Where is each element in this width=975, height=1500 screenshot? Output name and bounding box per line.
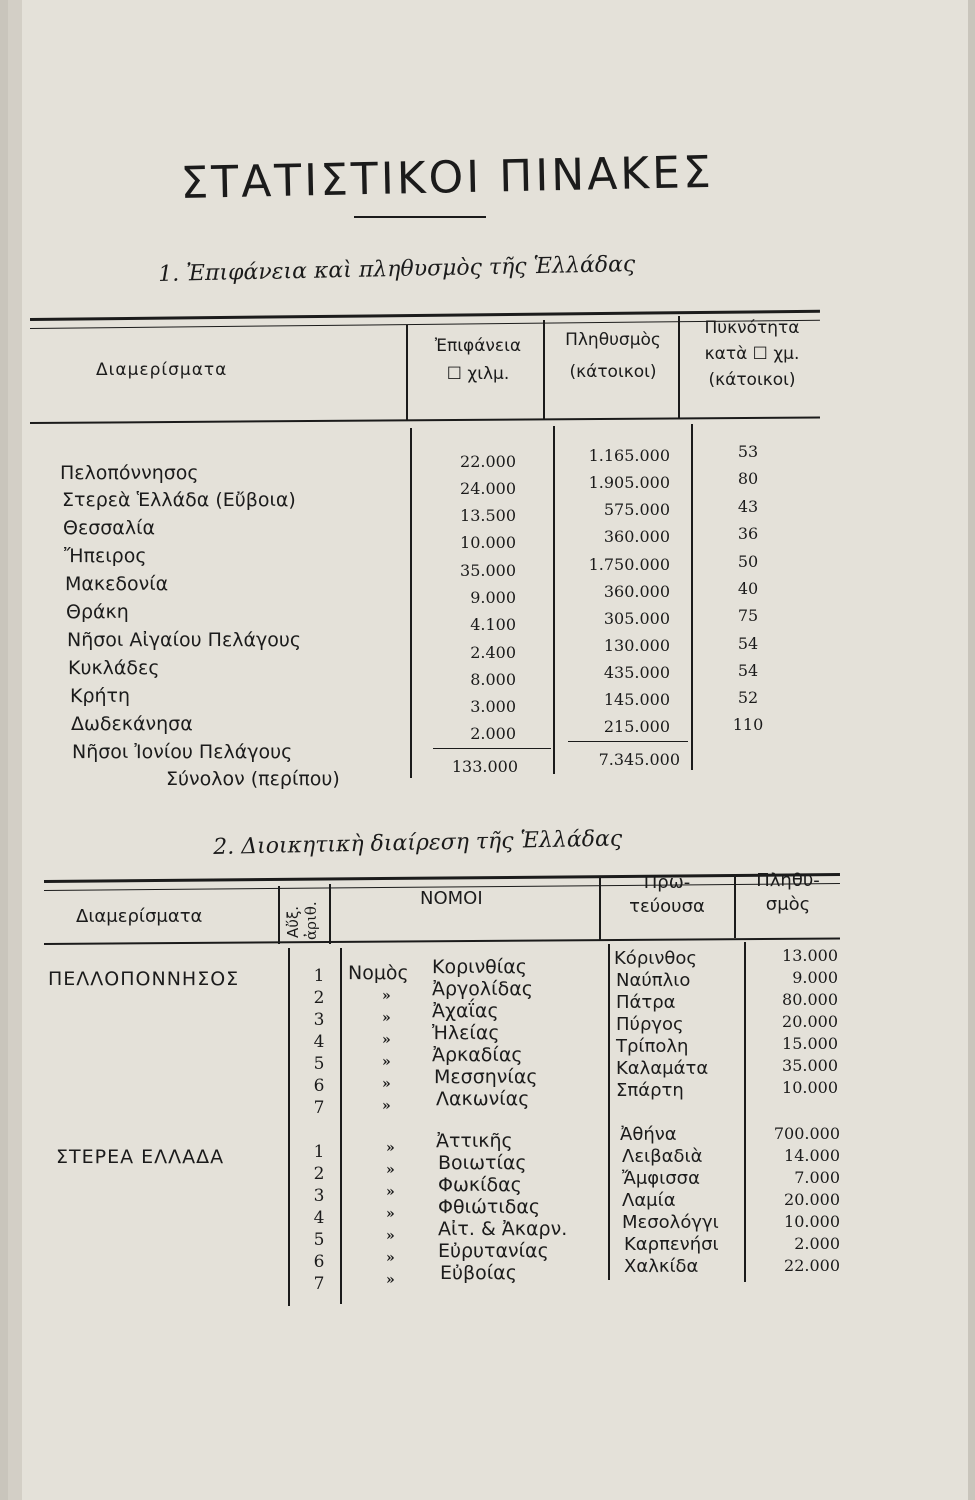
table1-row-population: 215.000: [603, 717, 670, 736]
table1-col-population-line2: (κάτοικοι): [569, 362, 657, 382]
table2-col-divider-2-head: [329, 884, 331, 944]
table2-heading: 2. Διοικητικὴ διαίρεση τῆς Ἑλλάδας: [213, 826, 623, 860]
table2-row-nomos: Μεσσηνίας: [434, 1066, 538, 1088]
table1-row-name: Κυκλάδες: [68, 657, 160, 679]
table2-row-prefix: »: [386, 1272, 395, 1288]
table2-row-prefix: »: [386, 1140, 395, 1156]
table2-row-prefix: »: [382, 1010, 391, 1026]
table1-row-density: 80: [737, 469, 759, 488]
table2-col-regions: Διαμερίσματα: [76, 906, 203, 927]
table2-row-nomos: Φωκίδας: [438, 1174, 522, 1196]
table2-row-nomos: Ἀχαΐας: [432, 1000, 499, 1022]
table2-row-index: 7: [313, 1098, 325, 1118]
table1-col-divider-1-head: [406, 325, 408, 421]
table1-row-density: 43: [737, 497, 759, 516]
table2-row-population: 7.000: [794, 1168, 840, 1187]
table1-row-population: 1.905.000: [588, 473, 670, 492]
table2-row-capital: Καρπενήσι: [624, 1234, 719, 1255]
table1-row-name: Στερεὰ Ἑλλάδα (Εὔβοια): [62, 489, 296, 511]
table1-row-density: 54: [737, 634, 759, 653]
table2-row-nomos: Κορινθίας: [432, 956, 527, 978]
table1-row-population: 1.165.000: [588, 446, 670, 465]
table2-row-population: 10.000: [782, 1078, 838, 1097]
table1-row-density: 75: [737, 606, 759, 625]
table1-row-name: Πελοπόννησος: [60, 462, 199, 484]
table1-total-population: 7.345.000: [598, 750, 680, 769]
table2-row-capital: Λειβαδιὰ: [622, 1146, 703, 1167]
table2-row-capital: Χαλκίδα: [624, 1256, 699, 1277]
table1-sum-line-population: [568, 741, 688, 742]
table2-row-population: 20.000: [782, 1012, 838, 1031]
page-sheet: [8, 0, 968, 1500]
table2-row-population: 35.000: [782, 1056, 838, 1075]
table2-row-prefix: »: [386, 1162, 395, 1178]
table2-row-population: 14.000: [784, 1146, 840, 1165]
table2-row-nomos: Ἀργολίδας: [432, 978, 533, 1000]
table2-header-rule: [44, 937, 840, 945]
table2-col-divider-4-head: [734, 876, 736, 938]
table1-header-rule: [30, 416, 820, 424]
table2-row-capital: Καλαμάτα: [616, 1058, 709, 1079]
table1-col-density-line1: Πυκνότητα: [704, 318, 800, 338]
page-binding-edge: [8, 0, 22, 1500]
table2-row-prefix: »: [382, 1032, 391, 1048]
table2-col-prefectures: ΝΟΜΟΙ: [420, 888, 483, 909]
table1-row-area: 9.000: [470, 588, 516, 607]
table1-row-area: 10.000: [460, 533, 516, 552]
table2-col-index-line2: ἀριθ.: [302, 901, 320, 940]
table1-row-population: 435.000: [603, 663, 670, 682]
table2-row-nomos: Βοιωτίας: [438, 1152, 527, 1174]
table1-row-name: Δωδεκάνησα: [71, 713, 193, 735]
table1-row-name: Μακεδονία: [65, 573, 169, 595]
table2-col-divider-4: [744, 942, 746, 1282]
table1-col-density-line3: (κάτοικοι): [708, 370, 796, 390]
table1-row-area: 13.500: [460, 506, 516, 525]
table1-row-name: Νῆσοι Ἰονίου Πελάγους: [72, 741, 293, 763]
table1-row-area: 35.000: [460, 561, 516, 580]
table2-row-prefix: »: [382, 988, 391, 1004]
table2-row-prefix: »: [386, 1206, 395, 1222]
table2-row-population: 22.000: [784, 1256, 840, 1275]
table1-total-label: Σύνολον (περίπου): [166, 768, 340, 790]
table1-row-population: 360.000: [603, 527, 670, 546]
table2-row-index: 1: [313, 966, 325, 986]
table1-row-name: Ἤπειρος: [64, 545, 147, 567]
table2-col-index-line1: Αὔξ.: [284, 905, 302, 938]
table2-row-capital: Κόρινθος: [614, 948, 697, 969]
table1-col-area-line1: Ἐπιφάνεια: [434, 336, 522, 356]
table1-row-name: Νῆσοι Αἰγαίου Πελάγους: [67, 629, 302, 651]
table2-row-capital: Μεσολόγγι: [622, 1212, 719, 1233]
table1-row-density: 53: [737, 442, 759, 461]
table2-row-prefix: »: [382, 1098, 391, 1114]
table2-row-capital: Πύργος: [616, 1014, 684, 1035]
table2-row-population: 2.000: [794, 1234, 840, 1253]
table2-row-population: 10.000: [784, 1212, 840, 1231]
table2-row-index: 6: [313, 1076, 325, 1096]
table2-col-divider-1: [288, 948, 290, 1306]
table2-row-nomos: Ἀρκαδίας: [432, 1044, 523, 1066]
table1-row-population: 145.000: [603, 690, 670, 709]
table2-row-prefix: »: [386, 1228, 395, 1244]
table1-col-regions: Διαμερίσματα: [96, 360, 228, 380]
table2-region-label: ΠΕΛΛΟΠΟΝΝΗΣΟΣ: [48, 968, 240, 990]
table1-col-divider-3-head: [678, 316, 680, 418]
table1-row-name: Κρήτη: [70, 685, 131, 707]
table1-row-area: 22.000: [460, 452, 516, 471]
table1-col-population-line1: Πληθυσμὸς: [565, 330, 661, 350]
table2-row-index: 5: [313, 1230, 325, 1250]
table2-row-prefix: »: [386, 1184, 395, 1200]
table1-col-divider-2-head: [543, 320, 545, 420]
table2-col-index: [280, 890, 328, 942]
table1-row-density: 36: [737, 524, 759, 543]
table2-row-prefix: Νομὸς: [348, 962, 409, 984]
table1-row-density: 40: [737, 579, 759, 598]
table1-row-population: 360.000: [603, 582, 670, 601]
table1-col-area-line2: ☐ χιλμ.: [446, 364, 510, 384]
table1-row-area: 24.000: [460, 479, 516, 498]
table2-row-index: 3: [313, 1010, 325, 1030]
table2-row-population: 20.000: [784, 1190, 840, 1209]
table2-row-population: 9.000: [792, 968, 838, 987]
table2-row-nomos: Ἠλείας: [432, 1022, 500, 1044]
table1-col-density-line2: κατὰ ☐ χμ.: [704, 344, 800, 364]
table2-row-prefix: »: [386, 1250, 395, 1266]
table2-row-index: 7: [313, 1274, 325, 1294]
table1-row-name: Θράκη: [66, 601, 129, 623]
table2-row-capital: Ἄμφισσα: [622, 1168, 700, 1189]
table1-row-area: 2.400: [470, 643, 516, 662]
page-title: ΣΤΑΤΙΣΤΙΚΟΙ ΠΙΝΑΚΕΣ: [180, 146, 715, 209]
table2-row-nomos: Αἰτ. & Ἀκαρν.: [438, 1218, 568, 1240]
table2-row-index: 6: [313, 1252, 325, 1272]
table2-row-index: 3: [313, 1186, 325, 1206]
table2-row-capital: Τρίπολη: [616, 1036, 689, 1057]
table2-row-capital: Πάτρα: [616, 992, 676, 1013]
table2-col-population-line2: σμὸς: [765, 894, 811, 915]
table2-col-population-line1: Πληθυ-: [756, 870, 820, 891]
table1-heading: 1. Ἐπιφάνεια καὶ πληθυσμὸς τῆς Ἑλλάδας: [158, 252, 636, 287]
table1-row-population: 130.000: [603, 636, 670, 655]
table2-col-divider-3-head: [599, 878, 601, 940]
table2-row-index: 1: [313, 1142, 325, 1162]
table2-row-capital: Ναύπλιο: [616, 970, 691, 991]
table2-row-nomos: Φθιώτιδας: [438, 1196, 541, 1218]
table1-row-population: 305.000: [603, 609, 670, 628]
table2-row-nomos: Λακωνίας: [436, 1088, 530, 1110]
title-underline: [354, 216, 486, 218]
table1-row-area: 4.100: [470, 615, 516, 634]
table1-row-population: 1.750.000: [588, 555, 670, 574]
table2-col-divider-2: [340, 948, 342, 1304]
table2-row-index: 4: [313, 1208, 325, 1228]
table1-total-area: 133.000: [451, 757, 518, 776]
table2-row-capital: Λαμία: [622, 1190, 676, 1211]
table2-row-index: 4: [313, 1032, 325, 1052]
table1-row-area: 3.000: [470, 697, 516, 716]
table2-row-index: 2: [313, 1164, 325, 1184]
table1-sum-line-area: [433, 748, 551, 749]
table2-row-nomos: Εὐβοίας: [440, 1262, 517, 1284]
table2-row-nomos: Ἀττικῆς: [436, 1130, 513, 1152]
table2-col-divider-3: [608, 944, 610, 1280]
table1-row-density: 50: [737, 552, 759, 571]
table2-row-index: 5: [313, 1054, 325, 1074]
table2-col-capital-line2: τεύουσα: [629, 896, 705, 917]
table2-row-prefix: »: [382, 1076, 391, 1092]
table1-row-density: 110: [732, 715, 764, 734]
table1-row-area: 8.000: [470, 670, 516, 689]
table2-region-label: ΣΤΕΡΕΑ ΕΛΛΑΔΑ: [56, 1146, 225, 1168]
table1-row-name: Θεσσαλία: [63, 517, 156, 539]
table2-row-population: 700.000: [773, 1124, 840, 1143]
table2-row-prefix: »: [382, 1054, 391, 1070]
table2-row-population: 80.000: [782, 990, 838, 1009]
table2-row-capital: Σπάρτη: [616, 1080, 684, 1101]
table1-row-area: 2.000: [470, 724, 516, 743]
table1-row-density: 54: [737, 661, 759, 680]
table2-row-index: 2: [313, 988, 325, 1008]
table2-row-capital: Ἀθήνα: [620, 1124, 677, 1145]
table1-col-divider-3: [691, 424, 693, 770]
table1-row-population: 575.000: [603, 500, 670, 519]
table2-row-population: 15.000: [782, 1034, 838, 1053]
table1-row-density: 52: [737, 688, 759, 707]
table2-row-nomos: Εὐρυτανίας: [438, 1240, 549, 1262]
table2-row-population: 13.000: [782, 946, 838, 965]
table2-col-capital-line1: Πρω-: [643, 872, 691, 893]
